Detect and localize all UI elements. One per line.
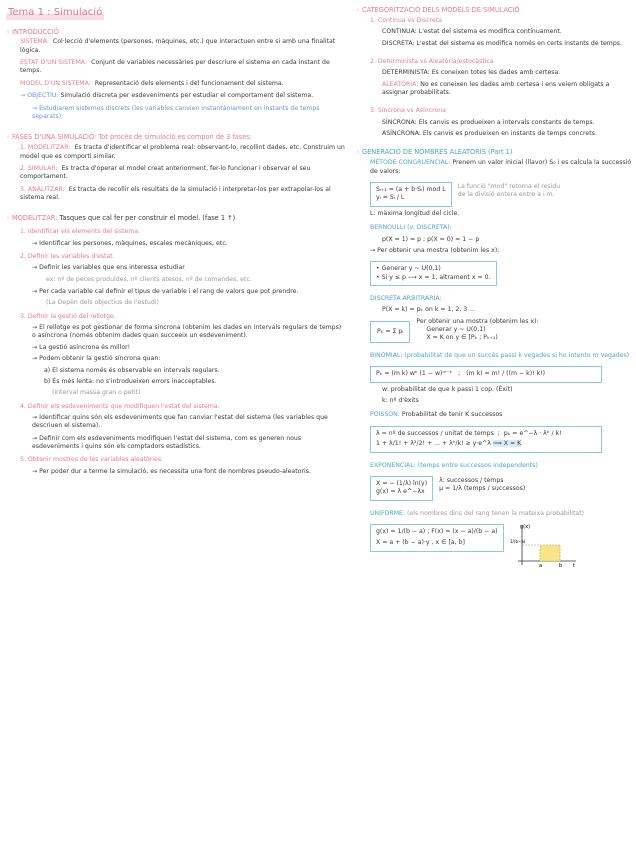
uniforme-density-sketch <box>510 521 580 567</box>
congruencial-note: La funció "mod" retorna el residu de la divisió entera entre a i m. <box>457 183 561 199</box>
discreta-text: L'estat del sistema es modifica només en certs instants de temps. <box>416 39 622 47</box>
objectiu-text: Simulació discreta per esdeveniments per estudiar el comportament del sistema. <box>60 92 314 100</box>
step-2-b-note: (La Depèn dels objectius de l'estudi) <box>46 299 159 307</box>
fase1-text: Es tracta d'identificar el problema real: observant-lo, recollint dades, etc. Construim un model que es comporti similar. <box>20 144 345 160</box>
asincrona-label: ASÍNCRONA: <box>382 130 421 138</box>
poisson-pk: pₖ = e^−λ · λᵏ / k! <box>503 429 562 437</box>
bernoulli-sample: → Per obtenir una mostra (obtenim les x): <box>370 246 500 254</box>
fase3-text: Es tracta de recollir els resultats de la simulació i interpretar-los per extrapolar-los al sistema real. <box>20 185 331 201</box>
bernoulli-step-1: • Generar y ~ U(0,1) <box>376 265 441 273</box>
uniforme-label: UNIFORME: <box>370 509 406 517</box>
binomial-coef: (m k) = m! / ((m − k)! k!) <box>466 370 546 378</box>
binomial-box: Pₖ = (m k) wᵏ (1 − w)ᵐ⁻ᵏ ; (m k) = m! / ((m − k)! k!) <box>370 366 602 382</box>
uniforme-axis-frac: 1/(b−a) <box>509 539 525 544</box>
sistema-text: Col·lecció d'elements (persones, màquines, etc.) que interactuen entre si amb una finalitat lògica. <box>20 38 336 54</box>
cat-3-heading: 3. Síncrona vs Asíncrona <box>370 107 446 115</box>
estat-text: Conjunt de variables necessàries per descriure el sistema en cada instant de temps. <box>20 59 330 75</box>
discreta-arbitraria-formula: P(X = k) = pₖ on k = 1, 2, 3 ... <box>382 306 476 314</box>
step-3-c1: a) El sistema només és observable en intervals regulars. <box>44 366 220 374</box>
aleatoria-text: No es coneixen les dades amb certesa i ens veiem obligats a assignar probabilitats. <box>382 80 610 97</box>
congruencial-formula-box <box>370 182 452 207</box>
discreta-label: DISCRETA: <box>382 39 415 47</box>
section-generacio-heading: ◦ GENERACIÓ DE NOMBRES ALEATORIS (Part 1) <box>356 148 513 157</box>
step-5-a: → Per poder dur a terme la simulació, es necessita una font de nombres pseudo-aleatoris. <box>32 467 311 475</box>
binomial-text: (probabilitat de que un succés passi k vegades si ho intento m vegades) <box>404 352 630 360</box>
uniforme-formula-1: g(x) = 1/(b − a) ; F(x) = (x − a)/(b − a) <box>376 528 498 535</box>
fase3-label: 3. ANALITZAR: <box>20 185 65 193</box>
step-2-a-example: ex: nº de peces produïdes, nº clients atesos, nº de comandes, etc. <box>46 275 252 283</box>
binomial-k: k: nº d'èxits <box>382 397 419 405</box>
exponencial-note-1: λ: successos / temps <box>439 476 504 484</box>
uniforme-formula-2: X = a + (b − a)·y , x ∈ [a, b] <box>376 539 465 547</box>
step-4-heading: 4. Definir els esdeveniments que modifiquen l'estat del sistema. <box>20 402 220 410</box>
step-5-heading: 5. Obtenir mostres de les variables aleatòries. <box>20 456 164 464</box>
step-3-b: → La gestió asíncrona és millor! <box>32 343 131 351</box>
exponencial-formula-2: g(x) = λ e^−λx <box>376 488 425 496</box>
modelitzar-text: Tasques que cal fer per construir el model. (fase 1 ↑) <box>59 214 236 223</box>
uniforme-box <box>370 524 504 552</box>
sincrona-text: Els canvis es produeixen a intervals constants de temps. <box>418 118 595 126</box>
uniforme-axis-b: b <box>558 563 562 567</box>
bernoulli-step-2: • Si y ≤ p ⟶ x = 1, altrament x = 0. <box>376 273 491 281</box>
discreta-arbitraria-step-1: Generar y ~ U(0,1) <box>426 326 486 334</box>
step-1-heading: 1. Identificar els elements del sistema. <box>20 228 141 236</box>
poisson-inequality: 1 + λ/1! + λ²/2! + ... + λᵏ/k! ≥ y·e^λ <box>376 440 491 448</box>
discreta-arbitraria-label: DISCRETA ARBITRÀRIA: <box>370 294 442 302</box>
congruencial-label: MÈTODE CONGRUENCIAL: <box>370 159 451 167</box>
step-2-heading: 2. Definir les variables d'estat. <box>20 252 115 260</box>
step-2-b: → Per cada variable cal definir el tipus de variable i el rang de valors que pot prendre. <box>32 288 299 295</box>
bernoulli-box <box>370 261 497 286</box>
exponencial-box <box>370 476 433 501</box>
uniforme-axis-t: t <box>572 563 575 567</box>
congruencial-formula-1: Sᵢ₊₁ = (a + b·Sᵢ) mod L <box>376 186 446 194</box>
bernoulli-label: BERNOULLI (v. DISCRETA): <box>370 224 452 232</box>
uniforme-text: (els nombres dins del rang tenen la mateixa probabilitat) <box>407 509 585 517</box>
fase1-label: 1. MODELITZAR: <box>20 144 71 152</box>
page-title: Tema 1 : Simulació <box>8 7 103 18</box>
step-4-b: → Definir com els esdeveniments modifiquen l'estat del sistema, com es generen nous esdeveniments i quins són els comptadors estadístics. <box>32 434 302 451</box>
determinista-text: Es coneixen totes les dades amb certesa. <box>431 69 561 77</box>
discreta-arbitraria-box: Pₖ = Σ pᵢ <box>370 321 410 343</box>
model-label: MODEL D'UN SISTEMA: <box>20 79 91 87</box>
poisson-result: ⟹ X = K <box>492 440 522 448</box>
exponencial-label: EXPONENCIAL: <box>370 461 416 469</box>
cat-2-heading: 2. Determinista vs Aleatòria/estocàstica <box>370 57 494 65</box>
left-column <box>6 6 346 479</box>
sistema-label: SISTEMA: <box>20 38 49 46</box>
fase2-label: 2. SIMULAR: <box>20 164 58 172</box>
poisson-lambda: λ = nº de successos / unitat de temps <box>376 429 494 437</box>
objectiu-label: → OBJECTIU: <box>20 92 59 100</box>
step-2-a: → Definir les variables que ens interessa estudiar <box>32 264 185 272</box>
exponencial-formula-1: X = − (1/λ) ln(y) <box>376 479 428 487</box>
poisson-box: λ = nº de successos / unitat de temps ; pₖ = e^−λ · λᵏ / k! 1 + λ/1! + λ²/2! + ... + λᵏ/k! ≥ y·e^λ ⟹ X = K <box>370 426 602 453</box>
poisson-text: Probabilitat de tenir K successos <box>401 411 503 419</box>
fase2-text: Es tracta d'operar el model creat anteriorment, fer-lo funcionar i observar el seu comportament. <box>20 164 311 181</box>
asincrona-text: Els canvis es produeixen en instants de temps concrets. <box>422 130 597 138</box>
section-categoritzacio-heading: ◦ CATEGORITZACIÓ DELS MODELS DE SIMULACIÓ <box>356 6 520 14</box>
cat-1-heading: 1. Continua vs Discreta <box>370 16 443 24</box>
binomial-formula: Pₖ = (m k) wᵏ (1 − w)ᵐ⁻ᵏ <box>376 370 453 378</box>
poisson-label: POISSON: <box>370 411 400 419</box>
exponencial-text: (temps entre successos independents) <box>417 461 538 469</box>
step-4-a: → Identificar quins són els esdeveniments que fan canviar l'estat del sistema (les variables que descriuen el sistema). <box>32 413 328 430</box>
step-3-c2-note: (interval massa gran o petit) <box>52 389 141 397</box>
step-3-c2: b) És més lenta: no s'introdueixen errors inacceptables. <box>44 377 217 385</box>
discrets-note: → Estudiarem sistemes discrets (les variables canvien instantàniament en instants de temps separats). <box>32 104 320 120</box>
step-1-text: → Identificar les persones, màquines, escales mecàniques, etc. <box>32 239 228 247</box>
estat-label: ESTAT D'UN SISTEMA: <box>20 59 88 67</box>
step-3-heading: 3. Definir la gestió del rellotge. <box>20 312 116 320</box>
uniforme-axis-a: a <box>538 563 542 567</box>
aleatoria-label: ALEATÒRIA: <box>382 80 419 88</box>
uniforme-axis-g: g(x) <box>519 524 530 530</box>
bernoulli-formula: p(X = 1) = p ; p(X = 0) = 1 − p <box>382 235 480 243</box>
determinista-label: DETERMINISTA: <box>382 69 430 77</box>
sincrona-label: SÍNCRONA: <box>382 118 417 126</box>
continua-label: CONTINUA: <box>382 28 417 36</box>
section-fases-heading: ◦ FASES D'UNA SIMULACIÓ: Tot procés de simulació es compon de 3 fases: <box>6 133 252 142</box>
continua-text: L'estat del sistema es modifica contínuament. <box>418 28 562 36</box>
discreta-arbitraria-sample: Per obtenir una mostra (obtenim les x): <box>416 317 539 325</box>
model-text: Representació dels elements i del funcionament del sistema. <box>94 79 284 87</box>
step-3-c: → Podem obtenir la gestió síncrona quan: <box>32 355 161 363</box>
discreta-arbitraria-step-2: X = K on y ∈ [Pₖ ; Pₖ₊₁) <box>426 334 498 342</box>
right-column <box>356 6 632 567</box>
binomial-label: BINOMIAL: <box>370 352 403 360</box>
congruencial-L: L: màxima longitud del cicle. <box>370 209 460 217</box>
section-intro-heading: ◦ INTRODUCCIÓ <box>6 27 59 36</box>
step-3-a: → El rellotge es pot gestionar de forma síncrona (obtenim les dades en intervals regulars de temps) o asíncrona (només obtenim dades quan succeeix un esdeveniment). <box>32 324 342 340</box>
section-modelitzar-heading: ◦ MODELITZAR: <box>6 214 58 223</box>
exponencial-note-2: μ = 1/λ (temps / successos) <box>439 485 526 493</box>
congruencial-formula-2: yᵢ = Sᵢ / L <box>376 194 405 202</box>
binomial-w: w: probabilitat de que k passi 1 cop. (Èxit) <box>382 385 513 393</box>
congruencial-text: Prenem un valor inicial (llavor) S₀ i es calcula la successió de valors: <box>370 159 632 175</box>
